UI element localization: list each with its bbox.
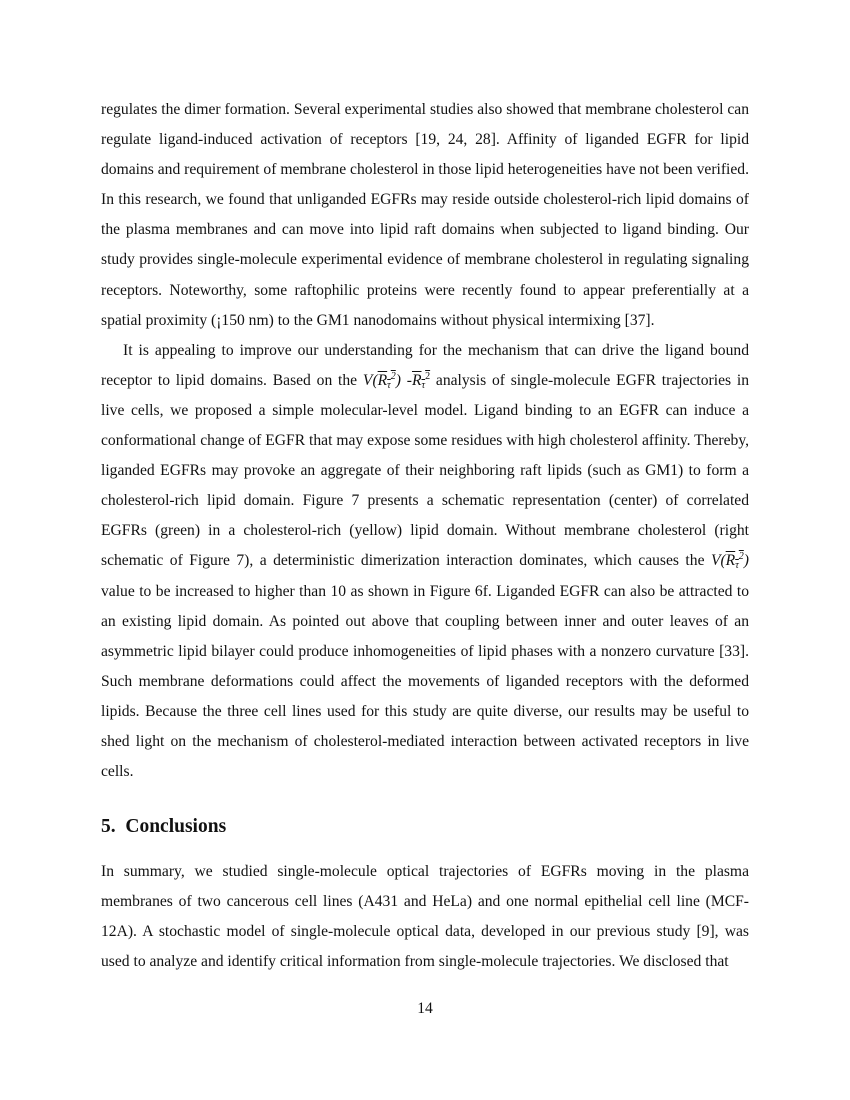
page-content	[101, 95, 749, 978]
math-variance-2: $V(R_\tau^2)$	[710, 551, 749, 572]
paragraph-text-b: analysis of single-molecule EGFR trajectories in live cells, we proposed a simple molecular-level model. Ligand binding to an EGFR can induce a conformational change of EGFR that may expose some residues with high cholesterol affinity. Thereby, liganded EGFRs may provoke an aggregate of their neighboring raft lipids (such as GM1) to form a cholesterol-rich lipid domain. Figure 7 presents a schematic representation (center) of correlated EGFRs (green) in a cholesterol-rich (yellow) lipid domain. Without membrane cholesterol (right schematic of Figure 7), a deterministic dimerization interaction dominates, which causes the	[101, 371, 749, 570]
section-heading	[101, 815, 749, 839]
math-mean-1: $R_\tau^2$	[411, 370, 431, 391]
section-title: Conclusions	[125, 816, 227, 838]
paragraph-mechanism: It is appealing to improve our understanding for the mechanism that can drive the ligand bound receptor to lipid domains. Based on the $V(R_\tau^2)$ $-R_\tau^2$ analysis of single-molecule EGFR trajectories in live cells, we proposed a simple molecular-level model. Ligand binding to an EGFR can induce a conformational change of EGFR that may expose some residues with high cholesterol affinity. Thereby, liganded EGFRs may provoke an aggregate of their neighboring raft lipids (such as GM1) to form a cholesterol-rich lipid domain. Figure 7 presents a schematic representation (center) of correlated EGFRs (green) in a cholesterol-rich (yellow) lipid domain. Without membrane cholesterol (right schematic of Figure 7), a deterministic dimerization interaction dominates, which causes the $V(R_\tau^2)$ value to be increased to higher than 10 as shown in Figure 6f. Liganded EGFR can also be attracted to an existing lipid domain. As pointed out above that coupling between inner and outer leaves of an asymmetric lipid bilayer could produce inhomogeneities of lipid phases with a nonzero curvature [33]. Such membrane deformations could affect the movements of liganded receptors with the deformed lipids. Because the three cell lines used for this study are quite diverse, our results may be useful to shed light on the mechanism of cholesterol-mediated interaction between activated receptors in live cells.	[101, 341, 749, 781]
page-number: 14	[417, 1000, 433, 1017]
paragraph-text: regulates the dimer formation. Several experimental studies also showed that membrane cholesterol can regulate ligand-induced activation of receptors [19, 24, 28]. Affinity of liganded EGFR for lipid domains and requirement of membrane cholesterol in those lipid heterogeneities have not been verified. In this research, we found that unliganded EGFRs may reside outside cholesterol-rich lipid domains of the plasma membranes and can move into lipid raft domains when subjected to ligand binding. Our study provides single-molecule experimental evidence of membrane cholesterol in regulating signaling receptors. Noteworthy, some raftophilic proteins were recently found to appear preferentially at a spatial proximity (¡150 nm) to the GM1 nanodomains without physical intermixing [37].	[101, 101, 749, 329]
paragraph-text-a: It is appealing to improve our understanding for the mechanism that can drive the ligand bound receptor to lipid domains. Based on the	[101, 341, 749, 389]
paragraph-text-c: value to be increased to higher than 10 as shown in Figure 6f. Liganded EGFR can also be attracted to an existing lipid domain. As pointed out above that coupling between inner and outer leaves of an asymmetric lipid bilayer could produce inhomogeneities of lipid phases with a nonzero curvature [33]. Such membrane deformations could affect the movements of liganded receptors with the deformed lipids. Because the three cell lines used for this study are quite diverse, our results may be useful to shed light on the mechanism of cholesterol-mediated interaction between activated receptors in live cells.	[101, 582, 749, 781]
paragraph-summary	[101, 857, 749, 977]
section-number: 5.	[101, 816, 116, 838]
paragraph-text: In summary, we studied single-molecule optical trajectories of EGFRs moving in the plasma membranes of two cancerous cell lines (A431 and HeLa) and one normal epithelial cell line (MCF-12A). A stochastic model of single-molecule optical data, developed in our previous study [9], was used to analyze and identify critical information from single-molecule trajectories. We disclosed that	[101, 863, 749, 971]
math-variance-1: $V(R_\tau^2)$	[362, 370, 401, 391]
paragraph-dimer-formation	[101, 95, 749, 336]
